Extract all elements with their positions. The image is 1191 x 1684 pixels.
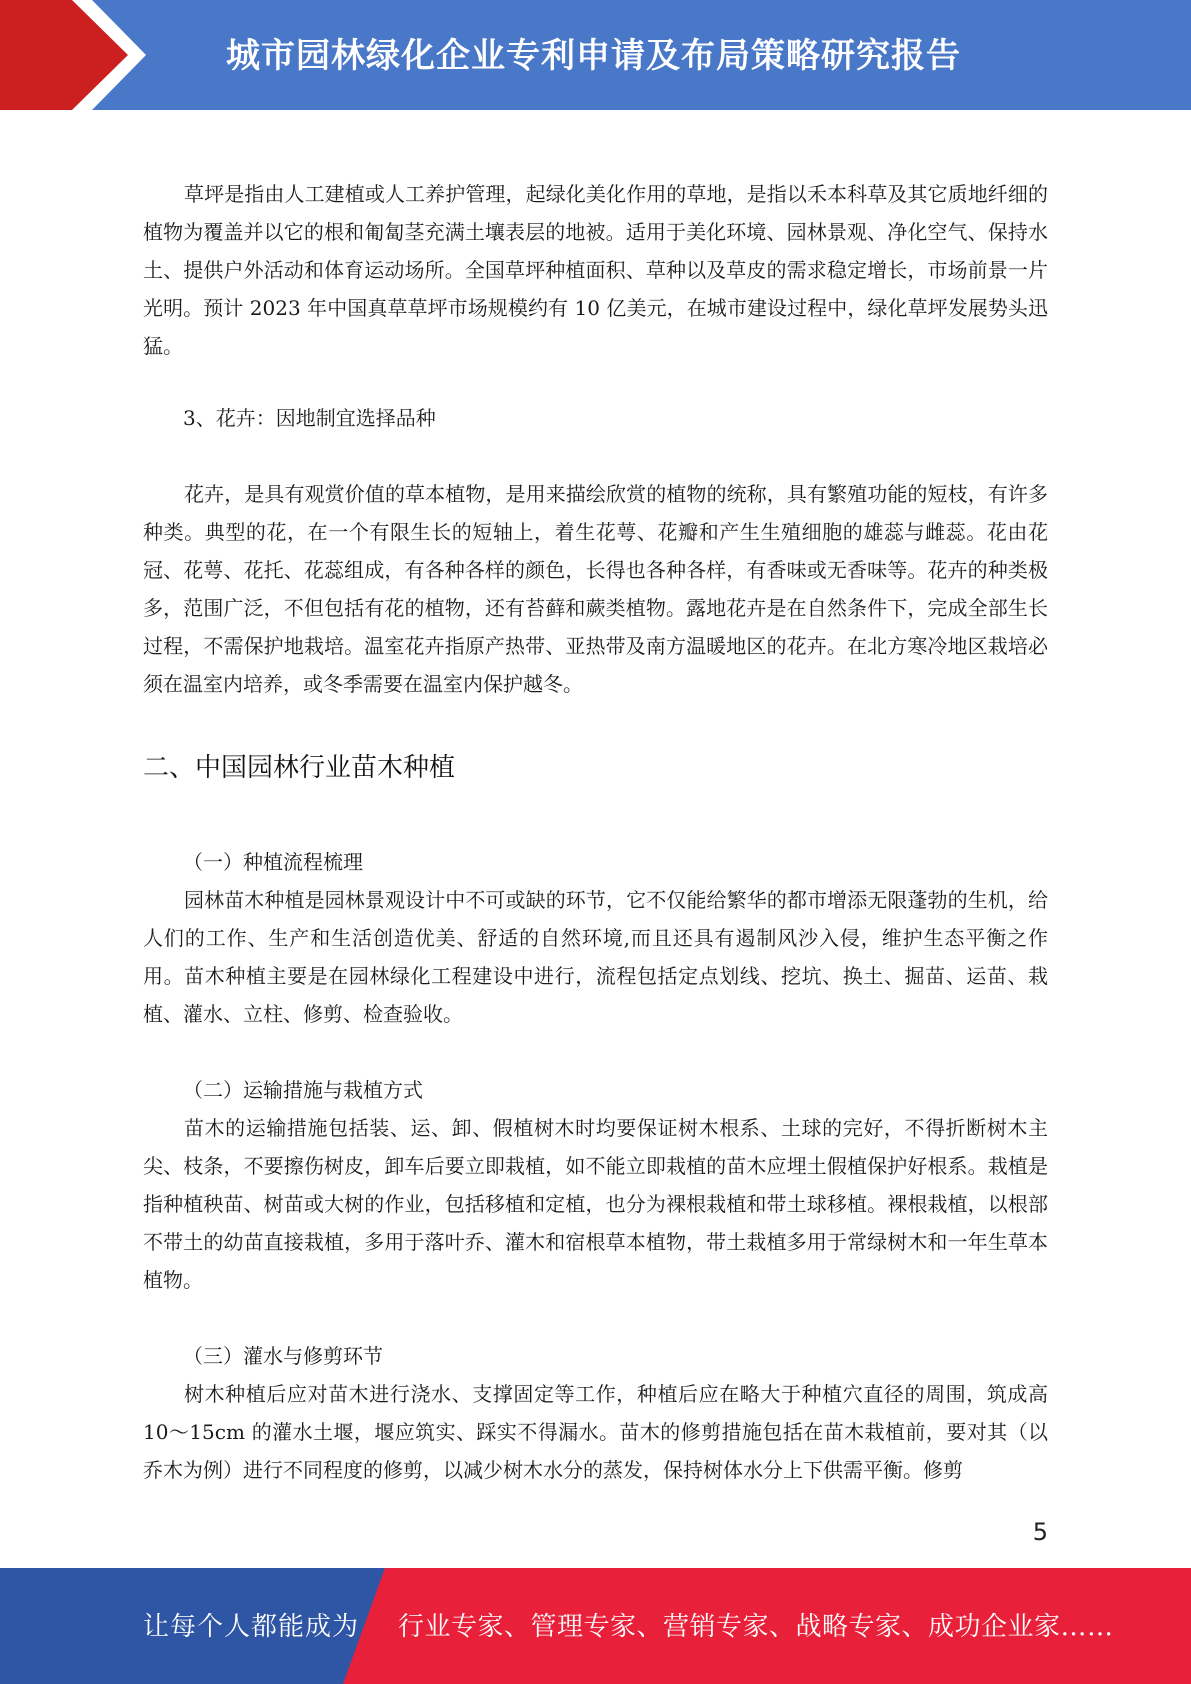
header-arrow-decoration	[0, 0, 160, 110]
header-band	[0, 0, 1191, 110]
subheading-transport: （二）运输措施与栽植方式	[183, 1078, 423, 1102]
footer-slogan-left: 让每个人都能成为	[143, 1612, 360, 1642]
report-title: 城市园林绿化企业专利申请及布局策略研究报告	[226, 36, 961, 76]
paragraph-flowers: 花卉，是具有观赏价值的草本植物，是用来描绘欣赏的植物的统称，具有繁殖功能的短枝，有许多种类。典型的花，在一个有限生长的短轴上，着生花萼、花瓣和产生生殖细胞的雄蕊与雌蕊。花由花冠、花萼、花托、花蕊组成，有各种各样的颜色，长得也各种各样，有香味或无香味等。花卉的种类极多，范围广泛，不但包括有花的植物，还有苔藓和蕨类植物。露地花卉是在自然条件下，完成全部生长过程，不需保护地栽培。温室花卉指原产热带、亚热带及南方温暖地区的花卉。在北方寒冷地区栽培必须在温室内培养，或冬季需要在温室内保护越冬。	[143, 482, 1048, 696]
subheading-watering-pruning: （三）灌水与修剪环节	[183, 1344, 383, 1368]
subheading-flowers: 3、花卉：因地制宜选择品种	[183, 406, 436, 430]
paragraph-lawn: 草坪是指由人工建植或人工养护管理，起绿化美化作用的草地，是指以禾本科草及其它质地纤细的植物为覆盖并以它的根和匍匐茎充满土壤表层的地被。适用于美化环境、园林景观、净化空气、保持水土、提供户外活动和体育运动场所。全国草坪种植面积、草种以及草皮的需求稳定增长，市场前景一片光明。预计 2023 年中国真草草坪市场规模约有 10 亿美元，在城市建设过程中，绿化草坪发展势头迅猛。	[143, 182, 1048, 358]
footer-slogan-right: 行业专家、管理专家、营销专家、战略专家、成功企业家……	[398, 1612, 1114, 1642]
paragraph-watering-pruning: 树木种植后应对苗木进行浇水、支撑固定等工作，种植后应在略大于种植穴直径的周围，筑成高 10～15cm 的灌水土堰，堰应筑实、踩实不得漏水。苗木的修剪措施包括在苗木栽植前，要对其（以乔木为例）进行不同程度的修剪，以减少树木水分的蒸发，保持树体水分上下供需平衡。修剪	[143, 1382, 1048, 1482]
page-number: 5	[1032, 1518, 1048, 1546]
paragraph-transport: 苗木的运输措施包括装、运、卸、假植树木时均要保证树木根系、土球的完好，不得折断树木主尖、枝条，不要擦伤树皮，卸车后要立即栽植，如不能立即栽植的苗木应埋土假植保护好根系。栽植是指种植秧苗、树苗或大树的作业，包括移植和定植，也分为裸根栽植和带土球移植。裸根栽植，以根部不带土的幼苗直接栽植，多用于落叶乔、灌木和宿根草本植物，带土栽植多用于常绿树木和一年生草本植物。	[143, 1116, 1048, 1292]
paragraph-planting-process: 园林苗木种植是园林景观设计中不可或缺的环节，它不仅能给繁华的都市增添无限蓬勃的生机，给人们的工作、生产和生活创造优美、舒适的自然环境,而且还具有遏制风沙入侵，维护生态平衡之作用。苗木种植主要是在园林绿化工程建设中进行，流程包括定点划线、挖坑、换土、掘苗、运苗、栽植、灌水、立柱、修剪、检查验收。	[143, 888, 1048, 1026]
section-heading-seedling-planting: 二、中国园林行业苗木种植	[143, 753, 456, 783]
subheading-planting-process: （一）种植流程梳理	[183, 850, 363, 874]
footer-band	[0, 1568, 1191, 1684]
